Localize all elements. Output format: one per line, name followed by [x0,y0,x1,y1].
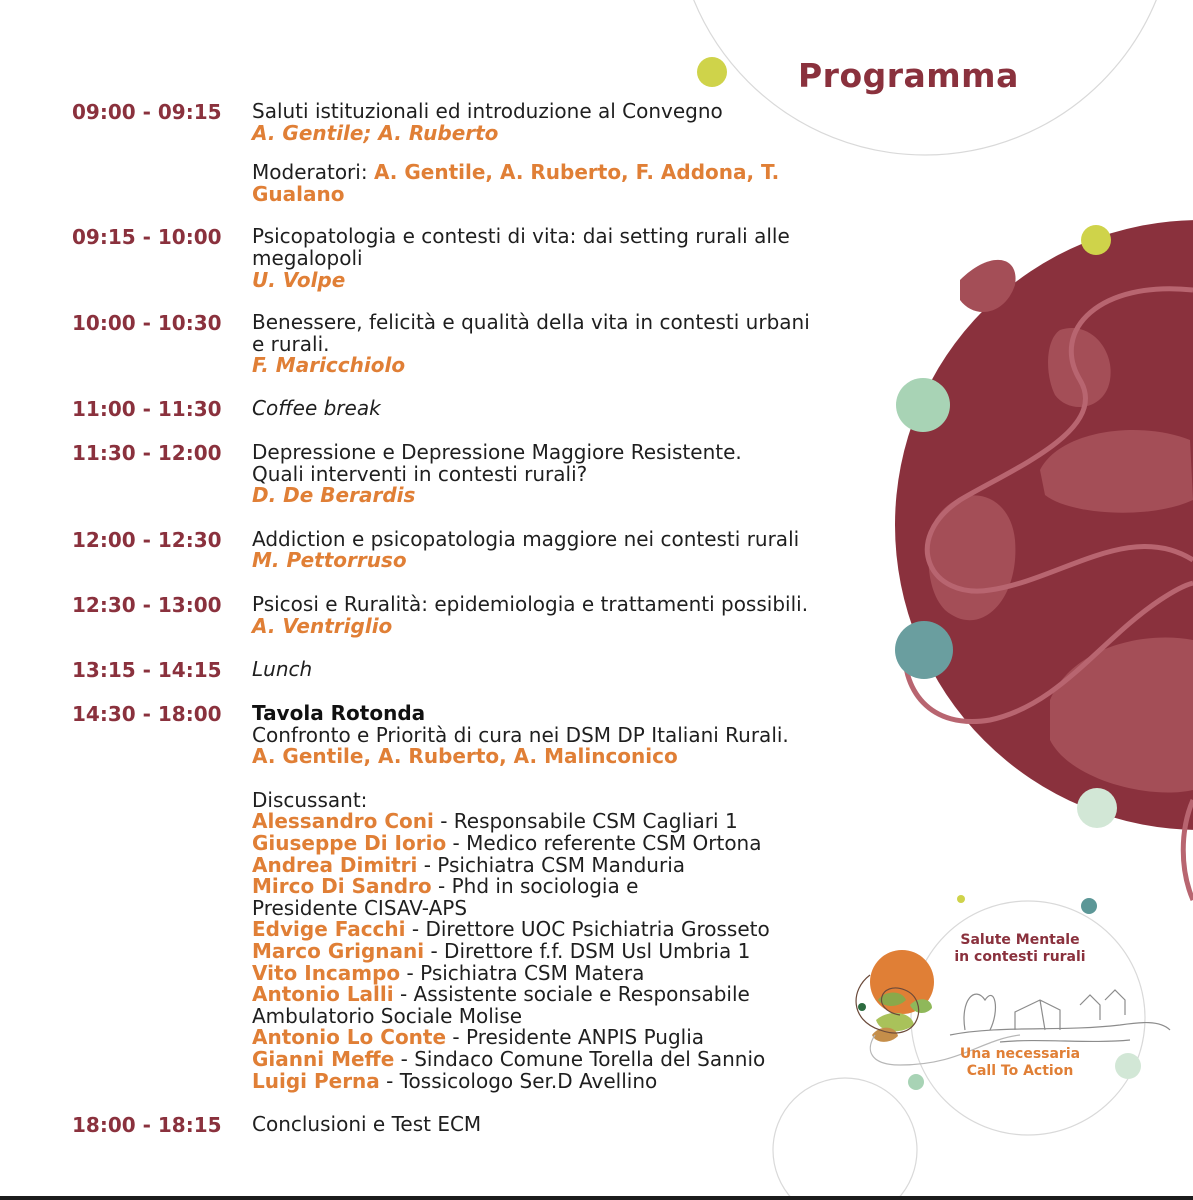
discussant-item [252,941,852,963]
schedule-item [72,1114,852,1136]
discussant-name: Edvige Facchi [252,917,406,942]
session-title-cont: megalopoli [252,245,363,270]
logo-dot [1081,898,1097,914]
landscape-sketch [950,990,1170,1042]
time-slot: 11:30 - 12:00 [72,440,222,465]
discussant-name: Marco Grignani [252,939,425,964]
logo-title-line2: in contesti rurali [954,949,1086,965]
discussant-role: - Responsabile CSM Cagliari 1 [433,809,738,834]
mint-dot [896,378,950,432]
session-speakers: M. Pettorruso [252,548,407,573]
moderators [252,162,852,205]
discussant-item [252,919,852,941]
logo-title [940,932,1100,966]
schedule-item [72,226,852,291]
time-slot: 12:30 - 13:00 [72,592,222,617]
discussant-name: Luigi Perna [252,1068,380,1093]
discussant-item [252,1049,852,1071]
discussant-name: Mirco Di Sandro [252,874,432,899]
time-slot-empty [72,162,252,205]
session-title: Psicopatologia e contesti di vita: dai setting rurali alle [252,224,790,249]
schedule-item [72,312,852,377]
discussant-role: - Sindaco Comune Torella del Sannio [394,1047,766,1071]
discussant-role: - Direttore f.f. DSM Usl Umbria 1 [424,939,751,964]
moderators-label: Moderatori: [252,160,374,185]
logo-dot [908,1074,924,1090]
session-speakers: U. Volpe [252,267,346,292]
time-slot: 18:00 - 18:15 [72,1113,222,1138]
discussant-item [252,1068,852,1093]
schedule-item [72,439,852,508]
schedule-item [72,526,852,573]
discussant-name: Antonio Lalli [252,982,394,1007]
time-slot: 12:00 - 12:30 [72,527,222,552]
discussant-name: Giuseppe Di Iorio [252,831,447,856]
discussant-role: - Psichiatra CSM Matera [400,960,645,985]
pale-mint-dot [1077,788,1117,828]
discussant-name: Gianni Meffe [252,1047,395,1071]
session-content [252,591,852,638]
schedule-list [72,101,852,1136]
discussant-role-cont: Presidente CISAV-APS [252,895,468,920]
discussant-item [252,811,852,833]
time-slot: 11:00 - 11:30 [72,396,222,421]
discussant-item [252,876,852,898]
time-slot: 13:15 - 14:15 [72,658,222,683]
session-speakers: D. De Berardis [252,483,416,508]
schedule-item [72,101,852,144]
schedule-item [72,659,852,681]
yellow-dot [697,57,727,87]
session-title: Depressione e Depressione Maggiore Resistente. [252,439,742,464]
bottom-border [0,1196,1193,1200]
session-title: Psicosi e Ruralità: epidemiologia e trattamenti possibili. [252,591,809,616]
discussant-name: Alessandro Coni [252,809,434,834]
discussant-item [252,984,852,1006]
logo-tag-line2: Call To Action [966,1063,1074,1079]
discussant-role: - Phd in sociologia e [431,874,639,899]
discussant-role-cont: Ambulatorio Sociale Molise [252,1003,523,1028]
discussant-item [252,1027,852,1049]
time-slot: 10:00 - 10:30 [72,311,222,336]
schedule-item [72,395,852,421]
session-content [252,312,852,377]
logo-tagline [940,1046,1100,1080]
discussant-role: - Medico referente CSM Ortona [446,831,762,856]
discussant-role: - Assistente sociale e Responsabile [393,982,750,1007]
session-speakers: F. Maricchiolo [252,353,406,378]
discussant-name: Vito Incampo [252,960,401,985]
session-content [252,395,852,420]
discussant-item [252,852,852,877]
session-content [252,526,852,573]
time-slot: 09:00 - 09:15 [72,100,222,124]
session-title-cont: e rurali. [252,331,330,356]
session-title: Confronto e Priorità di cura nei DSM DP Italiani Rurali. [252,722,789,747]
session-speakers: A. Gentile; A. Ruberto [252,120,499,145]
schedule-item-round-table [72,703,852,1092]
moderators-names: A. Gentile, A. Ruberto, F. Addona, T. Gualano [252,160,780,206]
session-heading: Tavola Rotonda [252,701,426,726]
session-content [252,439,852,508]
discussant-name: Antonio Lo Conte [252,1025,447,1050]
event-logo [856,895,1170,1135]
session-speakers: A. Gentile, A. Ruberto, A. Malinconico [252,744,678,769]
session-content [252,1114,852,1136]
session-speakers: A. Ventriglio [252,613,393,638]
logo-title-line1: Salute Mentale [960,932,1080,948]
session-title: Benessere, felicità e qualità della vita in contesti urbani [252,310,810,335]
yellow-dot [1081,225,1111,255]
session-title: Coffee break [252,395,381,420]
session-content [252,101,852,144]
spacer [252,768,852,790]
discussant-role: - Direttore UOC Psichiatria Grosseto [405,917,770,942]
session-content [252,226,852,291]
discussant-item [252,960,852,985]
logo-dot [957,895,965,903]
page-title: Programma [798,56,1019,95]
leaf-dot [858,1003,866,1011]
session-title: Lunch [252,657,313,682]
logo-tag-line1: Una necessaria [959,1046,1081,1062]
time-slot: 09:15 - 10:00 [72,225,222,250]
discussant-item [252,833,852,855]
discussant-role: - Psichiatra CSM Manduria [417,852,686,877]
time-slot: 14:30 - 18:00 [72,702,222,727]
moderators-row [72,162,852,205]
schedule-item [72,591,852,638]
discussant-name: Andrea Dimitri [252,852,418,877]
session-title: Conclusioni e Test ECM [252,1112,482,1137]
discussant-role: - Presidente ANPIS Puglia [446,1025,705,1050]
discussant-role: - Tossicologo Ser.D Avellino [379,1068,658,1093]
session-content [252,659,852,681]
session-content [252,703,852,1092]
session-title: Saluti istituzionali ed introduzione al Convegno [252,99,723,123]
session-title: Addiction e psicopatologia maggiore nei contesti rurali [252,526,800,551]
discussant-label: Discussant: [252,787,368,812]
logo-dot [1115,1053,1141,1079]
session-title-cont: Quali interventi in contesti rurali? [252,461,588,486]
teal-dot [895,621,953,679]
